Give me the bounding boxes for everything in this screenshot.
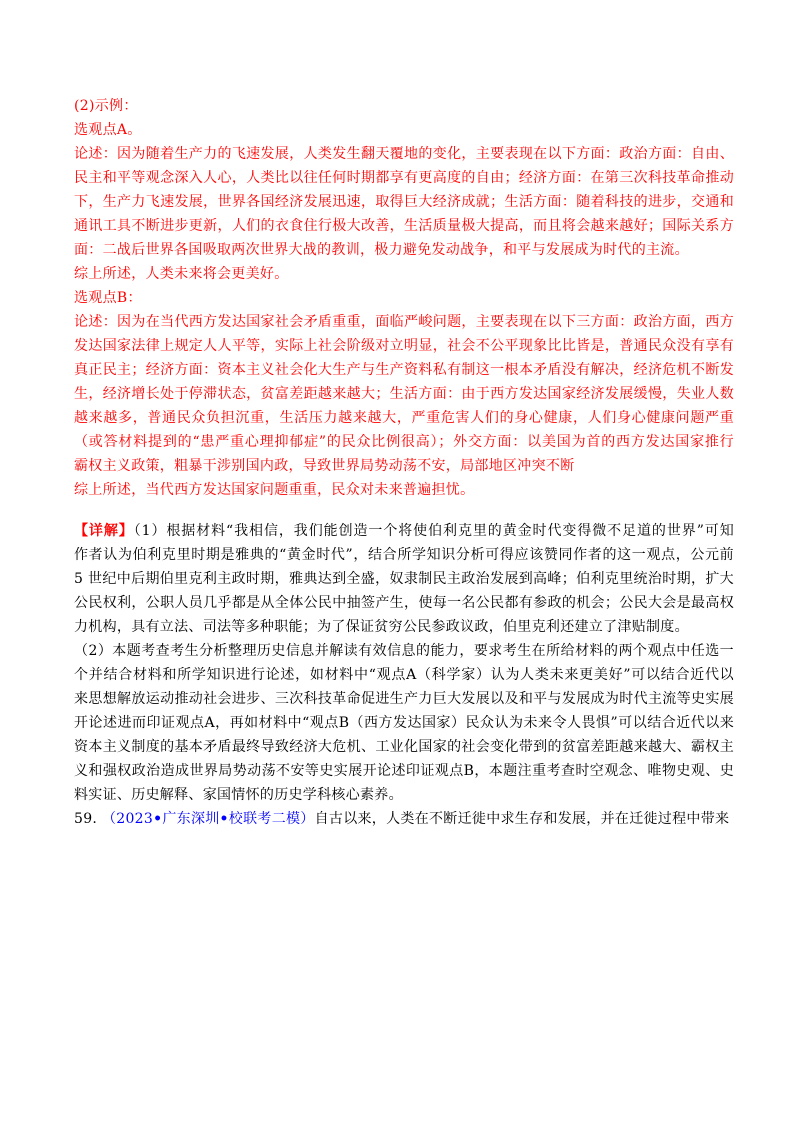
- explanation-line: 力机构，具有立法、司法等多种职能；为了保证贫穷公民参政议政，伯里克利还建立了津贴制度。: [74, 619, 689, 635]
- explanation-line: 来思想解放运动推动社会进步、三次科技革命促进生产力巨大发展以及和平与发展成为时代主流等史实展: [74, 691, 734, 707]
- source-close-paren: ）: [300, 811, 315, 827]
- source-year: 2023: [116, 811, 154, 827]
- view-a-line: 通讯工具不断进步更新，人们的衣食住行极大改善，生活质量极大提高，而且将会越来越好；国际关系方: [74, 218, 734, 234]
- explanation-line: 公民权利，公职人员几乎都是从全体公民中抽签产生，使每一名公民都有参政的机会；公民大会是最高权: [74, 595, 734, 611]
- explanation-section: [74, 519, 734, 807]
- view-b-line: 越来越多，普通民众负担沉重，生活压力越来越大，严重危害人们的身心健康，人们身心健康问题严重: [74, 410, 734, 426]
- view-a-line: 下，生产力飞速发展，世界各国经济发展迅速，取得巨大经济成就；生活方面：随着科技的进步，交通和: [74, 194, 734, 210]
- explanation-line: 5 世纪中后期伯里克利主政时期，雅典达到全盛，奴隶制民主政治发展到高峰；伯利克里统治时期，扩大: [74, 571, 734, 587]
- explanation-label: 【详解】: [74, 523, 134, 539]
- explanation-line: 作者认为伯利克里时期是雅典的“黄金时代”，结合所学知识分析可得应该赞同作者的这一观点，公元前: [74, 547, 734, 563]
- view-b-line: 真正民主；经济方面：资本主义社会化大生产与生产资料私有制这一根本矛盾没有解决，经济危机不断发: [74, 362, 734, 378]
- view-a-title: 选观点A。: [74, 122, 142, 138]
- view-b-line: 霸权主义政策，粗暴干涉别国内政，导致世界局势动荡不安，局部地区冲突不断: [74, 458, 575, 474]
- source-open-paren: （: [101, 811, 117, 827]
- explanation-line: 料实证、历史解释、家国情怀的历史学科核心素养。: [74, 787, 403, 803]
- explanation-line: 义和强权政治造成世界局势动荡不安等史实展开论述印证观点B，本题注重考查时空观念、唯物史观、史: [74, 763, 734, 779]
- view-a-paragraph: [74, 142, 734, 262]
- view-b-line: 生，经济增长处于停滞状态，贫富差距越来越大；生活方面：由于西方发达国家经济发展缓慢，失业人数: [74, 386, 734, 402]
- next-question: [74, 807, 734, 831]
- explanation-line: 个并结合材料和所学知识进行论述，如材料中“观点A（科学家）认为人类未来更美好”可以结合近代以: [74, 667, 734, 683]
- explanation-line: 资本主义制度的基本矛盾最终导致经济大危机、工业化国家的社会变化带到的贫富差距越来越大、霸权主: [74, 739, 734, 755]
- answer-section: [74, 94, 734, 502]
- source-exam: 校联考二模: [228, 811, 301, 827]
- view-a-conclusion: 综上所述，人类未来将会更美好。: [74, 266, 289, 282]
- view-a-line: 面：二战后世界各国吸取两次世界大战的教训，极力避免发动战争，和平与发展成为时代的主流。: [74, 242, 689, 258]
- view-b-conclusion: 综上所述，当代西方发达国家问题重重，民众对未来普遍担忧。: [74, 482, 475, 498]
- question-number: 59.: [74, 811, 98, 827]
- view-b-title: 选观点B：: [74, 290, 142, 306]
- part2-header: (2)示例：: [74, 98, 138, 114]
- view-b-line: 论述：因为在当代西方发达国家社会矛盾重重，面临严峻问题，主要表现在以下三方面：政治方面，西方: [74, 314, 734, 330]
- source-place: 广东深圳: [162, 811, 220, 827]
- explanation-line: [74, 519, 734, 543]
- view-a-line: 论述：因为随着生产力的飞速发展，人类发生翻天覆地的变化，主要表现在以下方面：政治方面：自由、: [74, 146, 734, 162]
- view-a-line: 民主和平等观念深入人心，人类比以往任何时期都享有更高度的自由；经济方面：在第三次科技革命推动: [74, 170, 734, 186]
- view-b-line: 发达国家法律上规定人人平等，实际上社会阶级对立明显，社会不公平现象比比皆是，普通民众没有享有: [74, 338, 734, 354]
- question-source-tag: [102, 811, 315, 827]
- explanation-line: （2）本题考查考生分析整理历史信息并解读有效信息的能力，要求考生在所给材料的两个观点中任选一: [74, 643, 734, 659]
- source-separator: •: [219, 811, 229, 827]
- source-separator: •: [153, 811, 163, 827]
- question-text: 自古以来，人类在不断迁徙中求生存和发展，并在迁徙过程中带来: [314, 811, 730, 827]
- explanation-line: 开论述进而印证观点A，再如材料中“观点B（西方发达国家）民众认为未来令人畏惧”可以结合近代以来: [74, 715, 734, 731]
- view-b-paragraph: [74, 310, 734, 478]
- explanation-line-text: （1）根据材料“我相信，我们能创造一个将使伯利克里的黄金时代变得微不足道的世界”可知: [133, 523, 734, 539]
- view-b-line: （或答材料提到的“患严重心理抑郁症”的民众比例很高）；外交方面：以美国为首的西方发达国家推行: [74, 434, 734, 450]
- document-page: [74, 94, 734, 831]
